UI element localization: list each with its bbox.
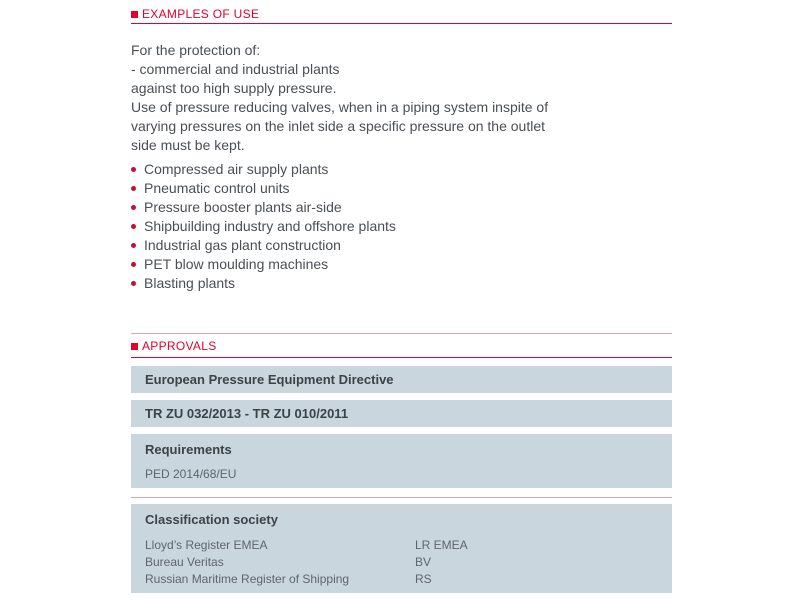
requirements-box: [131, 434, 672, 488]
intro-line: varying pressures on the inlet side a specific pressure on the outlet: [131, 118, 546, 134]
examples-heading: [131, 7, 672, 21]
red-square-icon: [131, 343, 138, 350]
intro-line: side must be kept.: [131, 137, 245, 153]
society-abbr: BV: [415, 555, 432, 569]
tr-box: [131, 400, 672, 427]
society-name: Lloyd’s Register EMEA: [145, 538, 268, 552]
bullet-icon: [131, 262, 136, 267]
ped-box: [131, 366, 672, 393]
bullet-icon: [131, 281, 136, 286]
intro-line: - commercial and industrial plants: [131, 61, 340, 77]
bullet-icon: [131, 205, 136, 210]
requirements-title: Requirements: [145, 442, 232, 457]
intro-line: For the protection of:: [131, 42, 261, 58]
classification-divider: [131, 497, 672, 498]
list-item: Compressed air supply plants: [131, 160, 396, 179]
classification-box: [131, 504, 672, 593]
red-square-icon: [131, 11, 138, 18]
tr-title: TR ZU 032/2013 - TR ZU 010/2011: [145, 406, 349, 421]
bullet-icon: [131, 224, 136, 229]
intro-line: against too high supply pressure.: [131, 80, 337, 96]
list-item: PET blow moulding machines: [131, 255, 396, 274]
examples-divider: [131, 23, 672, 24]
list-item: Pressure booster plants air-side: [131, 198, 396, 217]
list-item: Shipbuilding industry and offshore plants: [131, 217, 396, 236]
examples-heading-text: EXAMPLES OF USE: [142, 7, 260, 21]
ped-title: European Pressure Equipment Directive: [145, 372, 394, 387]
society-abbr: RS: [415, 572, 432, 586]
list-item: Industrial gas plant construction: [131, 236, 396, 255]
approvals-top-divider: [131, 333, 672, 334]
classification-title: Classification society: [145, 512, 278, 527]
bullet-icon: [131, 186, 136, 191]
examples-intro: [131, 41, 672, 155]
approvals-divider: [131, 357, 672, 358]
bullet-icon: [131, 167, 136, 172]
intro-line: Use of pressure reducing valves, when in a piping system inspite of: [131, 99, 549, 115]
list-item: Pneumatic control units: [131, 179, 396, 198]
list-item: Blasting plants: [131, 274, 396, 293]
society-name: Bureau Veritas: [145, 555, 224, 569]
approvals-heading: [131, 339, 672, 353]
society-abbr: LR EMEA: [415, 538, 468, 552]
bullet-icon: [131, 243, 136, 248]
examples-bullet-list: [131, 160, 396, 293]
approvals-heading-text: APPROVALS: [142, 339, 217, 353]
society-name: Russian Maritime Register of Shipping: [145, 572, 350, 586]
requirements-value: PED 2014/68/EU: [145, 467, 237, 481]
